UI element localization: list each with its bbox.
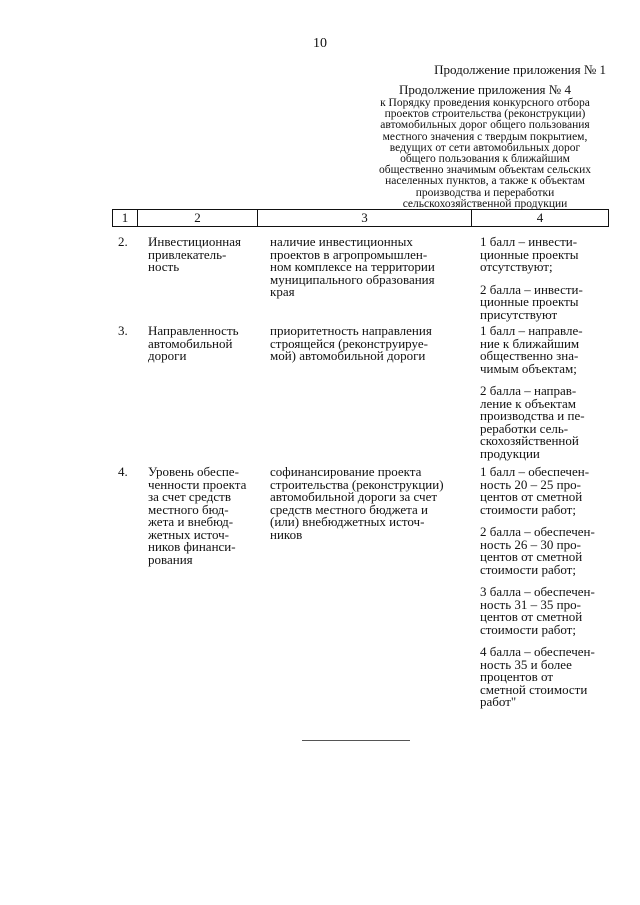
score-line: ность 35 и более [480,656,572,672]
score-line: работ" [480,694,517,709]
cell-line: средств местного бюджета и [270,501,428,517]
row-number: 4. [118,464,128,479]
cell-line: дороги [148,348,187,363]
score-list [480,236,610,331]
cell-line: рования [148,551,193,567]
footer-divider [302,740,410,741]
subtitle-line: населенных пунктов, а также к объектам [385,175,585,188]
score-line: 2 балла – направ- [480,383,577,398]
column-header-4: 4 [471,210,609,226]
score-line: чимым объектам; [480,360,577,376]
cell-line: ников финанси- [148,539,236,554]
criterion-description [270,325,476,363]
cell-line: наличие инвестиционных [270,234,413,249]
cell-line: ном комплексе на территории [270,259,435,274]
cell-line: муниципального образования [270,271,435,287]
score-line: 1 балл – направле- [480,323,583,338]
subtitle-line: сельскохозяйственной продукции [402,197,568,210]
score-line: 1 балл – обеспечен- [480,464,590,479]
criterion-description [270,466,476,541]
cell-line: ников [270,526,303,542]
cell-line: проектов в агропромышлен- [270,246,428,262]
score-list [480,325,610,470]
score-line: 2 балла – обеспечен- [480,524,595,539]
subtitle-line: ведущих от сети автомобильных дорог [389,141,581,154]
score-line: ность 31 – 35 про- [480,596,581,612]
subtitle-line: общественно значимым объектам сельских [379,164,591,177]
column-header-2: 2 [137,210,257,226]
criterion-description [270,236,476,299]
score-line: ние к ближайшим [480,335,580,351]
appendix-1-continuation: Продолжение приложения № 1 [434,62,606,77]
score-line: сметной стоимости [480,681,588,697]
cell-line: (или) внебюджетных источ- [270,514,425,529]
score-list [480,466,610,719]
subtitle-line: к Порядку проведения конкурсного отбора [380,97,590,109]
score-item [480,466,610,516]
cell-line: автомобильной дороги за счет [270,489,438,504]
score-item [480,325,610,375]
score-line: стоимости работ; [480,621,576,637]
score-line: стоимости работ; [480,501,576,517]
appendix-4-header [360,82,610,210]
row-number: 3. [118,323,128,338]
score-item [480,526,610,576]
column-header-1: 1 [112,210,137,226]
subtitle-line: местного значения с твердым покрытием, [382,130,588,143]
page-number: 10 [313,36,327,51]
score-item [480,586,610,636]
cell-line: Уровень обеспе- [148,464,239,479]
score-item [480,236,610,274]
table-header-row [112,209,609,227]
score-line: центов от сметной [480,549,583,564]
score-line: 1 балл – инвести- [480,234,578,249]
cell-line: софинансирование проекта [270,464,422,479]
subtitle-line: производства и переработки [415,186,555,199]
cell-line: за счет средств [148,489,231,504]
appendix-subtitle [360,98,610,210]
row-number: 2. [118,234,128,249]
cell-line: автомобильной [148,335,233,351]
score-line: ционные проекты [480,246,579,262]
score-line: реработки сель- [480,420,569,436]
score-line: ность 26 – 30 про- [480,536,581,552]
score-line: скохозяйственной [480,433,579,448]
score-line: ционные проекты [480,294,579,309]
cell-line: края [270,284,295,299]
subtitle-line: общего пользования к ближайшим [400,153,570,166]
column-header-3: 3 [257,210,471,226]
criterion-name [148,325,260,363]
cell-line: жетных источ- [148,526,229,542]
score-item [480,385,610,460]
score-line: производства и пе- [480,408,585,423]
cell-line: строящейся (реконструируе- [270,335,428,351]
score-line: 4 балла – обеспечен- [480,644,595,659]
cell-line: приоритетность направления [270,323,432,338]
criterion-name [148,466,260,566]
cell-line: Инвестиционная [148,234,241,249]
criterion-name [148,236,260,274]
score-line: 2 балла – инвести- [480,281,583,297]
cell-line: ность [148,259,180,274]
score-line: стоимости работ; [480,561,576,577]
subtitle-line: автомобильных дорог общего пользования [380,119,590,132]
score-line: присутствуют [480,306,558,322]
score-line: 3 балла – обеспечен- [480,584,595,599]
cell-line: местного бюд- [148,501,229,517]
score-line: ление к объектам [480,395,577,411]
cell-line: мой) автомобильной дороги [270,348,426,363]
cell-line: ченности проекта [148,476,247,492]
cell-line: Направленность [148,323,239,338]
score-item [480,281,610,322]
score-line: центов от сметной [480,489,583,504]
score-line: процентов от [480,669,554,684]
score-line: ность 20 – 25 про- [480,476,581,492]
score-line: общественно зна- [480,348,579,363]
score-line: продукции [480,445,540,461]
score-item [480,646,610,709]
cell-line: строительства (реконструкции) [270,476,444,492]
score-line: отсутствуют; [480,259,553,274]
subtitle-line: проектов строительства (реконструкции) [384,108,586,121]
score-line: центов от сметной [480,609,583,624]
cell-line: жета и внебюд- [148,514,234,529]
cell-line: привлекатель- [148,246,227,262]
appendix-4-continuation: Продолжение приложения № 4 [399,82,571,97]
